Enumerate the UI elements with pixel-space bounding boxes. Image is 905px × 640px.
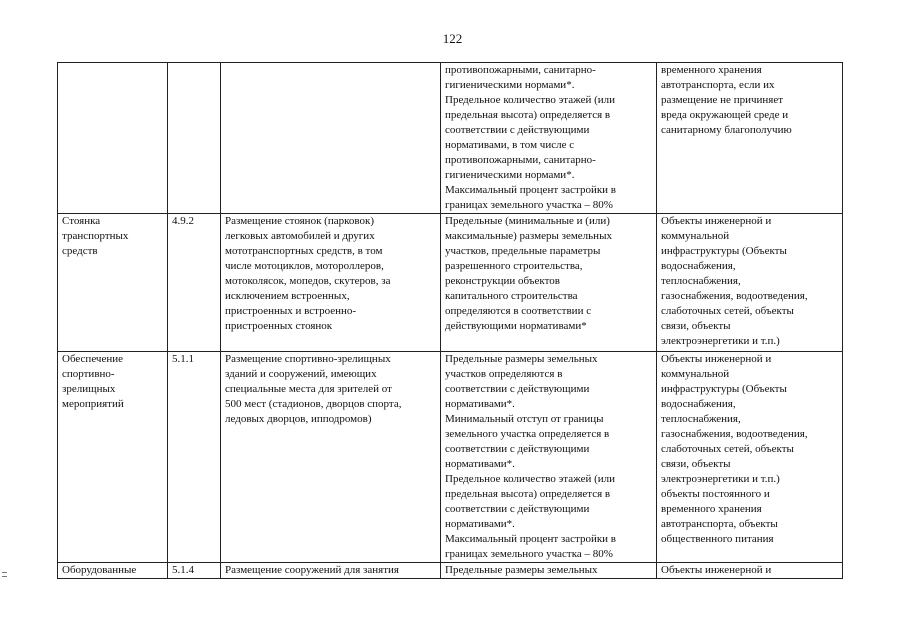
text-line: противопожарными, санитарно- (445, 154, 596, 166)
text-line: электроэнергетики и т.п.) (661, 335, 780, 347)
text-line: коммунальной (661, 368, 730, 380)
conditional-objects-cell (657, 563, 843, 579)
text-line: соответствии с действующими (445, 124, 590, 136)
parameters-cell (441, 214, 657, 352)
text-line: гигиеническими нормами*. (445, 169, 575, 181)
text-line: земельного участка определяется в (445, 428, 610, 440)
text-line: Предельное количество этажей (или (445, 473, 616, 485)
text-line: мероприятий (62, 398, 124, 410)
text-line: максимальные) размеры земельных (445, 230, 612, 242)
use-name-cell (58, 63, 168, 214)
text-line: разрешенного строительства, (445, 260, 583, 272)
text-line: ледовых дворцов, ипподромов) (225, 413, 372, 425)
table-row (58, 563, 843, 579)
use-description-cell (221, 563, 441, 579)
use-code-cell (168, 214, 221, 352)
use-description-cell (221, 352, 441, 563)
text-line: вреда окружающей среде и (661, 109, 789, 121)
margin-mark (2, 572, 7, 577)
text-line: предельная высота) определяется в (445, 488, 611, 500)
text-line: слаботочных сетей, объекты (661, 305, 794, 317)
text-line: электроэнергетики и т.п.) (661, 473, 780, 485)
text-line: общественного питания (661, 533, 774, 545)
text-line: пристроенных стоянок (225, 320, 333, 332)
table-row (58, 214, 843, 352)
text-line: числе мотоциклов, мотороллеров, (225, 260, 384, 272)
text-line: транспортных (62, 230, 129, 242)
text-line: Объекты инженерной и (661, 353, 772, 365)
text-line: зданий и сооружений, имеющих (225, 368, 377, 380)
text-line: участков, предельные параметры (445, 245, 601, 257)
text-line: Предельные размеры земельных (445, 353, 598, 365)
use-description-cell (221, 63, 441, 214)
text-line: связи, объекты (661, 320, 731, 332)
text-line: зрелищных (62, 383, 116, 395)
text-line: коммунальной (661, 230, 730, 242)
text-line: Оборудованные (62, 564, 137, 576)
text-line: нормативами*. (445, 458, 515, 470)
text-line: пристроенных и встроенно- (225, 305, 357, 317)
text-line: временного хранения (661, 64, 762, 76)
text-line: слаботочных сетей, объекты (661, 443, 794, 455)
text-line: нормативами, в том числе с (445, 139, 575, 151)
text-line: Размещение сооружений для занятия (225, 564, 399, 576)
text-line: Максимальный процент застройки в (445, 184, 616, 196)
text-line: исключением встроенных, (225, 290, 350, 302)
parameters-cell (441, 563, 657, 579)
text-line: газоснабжения, водоотведения, (661, 290, 808, 302)
text-line: определяются в соответствии с (445, 305, 592, 317)
text-line: 4.9.2 (172, 215, 194, 227)
use-name-cell (58, 563, 168, 579)
text-line: объекты постоянного и (661, 488, 770, 500)
text-line: водоснабжения, (661, 398, 736, 410)
text-line: соответствии с действующими (445, 383, 590, 395)
parameters-cell (441, 352, 657, 563)
text-line: автотранспорта, объекты (661, 518, 778, 530)
use-code-cell (168, 63, 221, 214)
text-line: газоснабжения, водоотведения, (661, 428, 808, 440)
text-line: гигиеническими нормами*. (445, 79, 575, 91)
text-line: противопожарными, санитарно- (445, 64, 596, 76)
text-line: участков определяются в (445, 368, 563, 380)
use-code-cell (168, 352, 221, 563)
text-line: автотранспорта, если их (661, 79, 775, 91)
text-line: 500 мест (стадионов, дворцов спорта, (225, 398, 402, 410)
use-name-cell (58, 214, 168, 352)
text-line: Предельные (минимальные и (или) (445, 215, 610, 227)
text-line: теплоснабжения, (661, 413, 741, 425)
text-line: легковых автомобилей и других (225, 230, 375, 242)
text-line: Предельные размеры земельных (445, 564, 598, 576)
text-line: средств (62, 245, 98, 257)
text-line: Размещение спортивно-зрелищных (225, 353, 391, 365)
page-number: 122 (442, 31, 463, 46)
conditional-objects-cell (657, 214, 843, 352)
use-name-cell (58, 352, 168, 563)
parameters-cell (441, 63, 657, 214)
text-line: действующими нормативами* (445, 320, 587, 332)
text-line: нормативами*. (445, 518, 515, 530)
text-line: Минимальный отступ от границы (445, 413, 604, 425)
text-line: размещение не причиняет (661, 94, 784, 106)
text-line: спортивно- (62, 368, 115, 380)
text-line: связи, объекты (661, 458, 731, 470)
text-line: границах земельного участка – 80% (445, 199, 613, 211)
text-line: Стоянка (62, 215, 101, 227)
use-description-cell (221, 214, 441, 352)
table-row (58, 352, 843, 563)
text-line: нормативами*. (445, 398, 515, 410)
text-line: Объекты инженерной и (661, 564, 772, 576)
conditional-objects-cell (657, 63, 843, 214)
text-line: Размещение стоянок (парковок) (225, 215, 375, 227)
text-line: специальные места для зрителей от (225, 383, 392, 395)
text-line: санитарному благополучию (661, 124, 792, 136)
text-line: инфраструктуры (Объекты (661, 383, 787, 395)
text-line: реконструкции объектов (445, 275, 560, 287)
text-line: Максимальный процент застройки в (445, 533, 616, 545)
text-line: 5.1.1 (172, 353, 194, 365)
text-line: границах земельного участка – 80% (445, 548, 613, 560)
text-line: мототранспортных средств, в том (225, 245, 383, 257)
text-line: временного хранения (661, 503, 762, 515)
text-line: инфраструктуры (Объекты (661, 245, 787, 257)
text-line: Предельное количество этажей (или (445, 94, 616, 106)
text-line: теплоснабжения, (661, 275, 741, 287)
zoning-table (57, 62, 843, 579)
text-line: соответствии с действующими (445, 443, 590, 455)
text-line: Объекты инженерной и (661, 215, 772, 227)
use-code-cell (168, 563, 221, 579)
text-line: 5.1.4 (172, 564, 194, 576)
text-line: мотоколясок, мопедов, скутеров, за (225, 275, 391, 287)
text-line: предельная высота) определяется в (445, 109, 611, 121)
table-row (58, 63, 843, 214)
text-line: соответствии с действующими (445, 503, 590, 515)
text-line: Обеспечение (62, 353, 123, 365)
conditional-objects-cell (657, 352, 843, 563)
text-line: капитального строительства (445, 290, 578, 302)
text-line: водоснабжения, (661, 260, 736, 272)
table-body (58, 63, 843, 579)
